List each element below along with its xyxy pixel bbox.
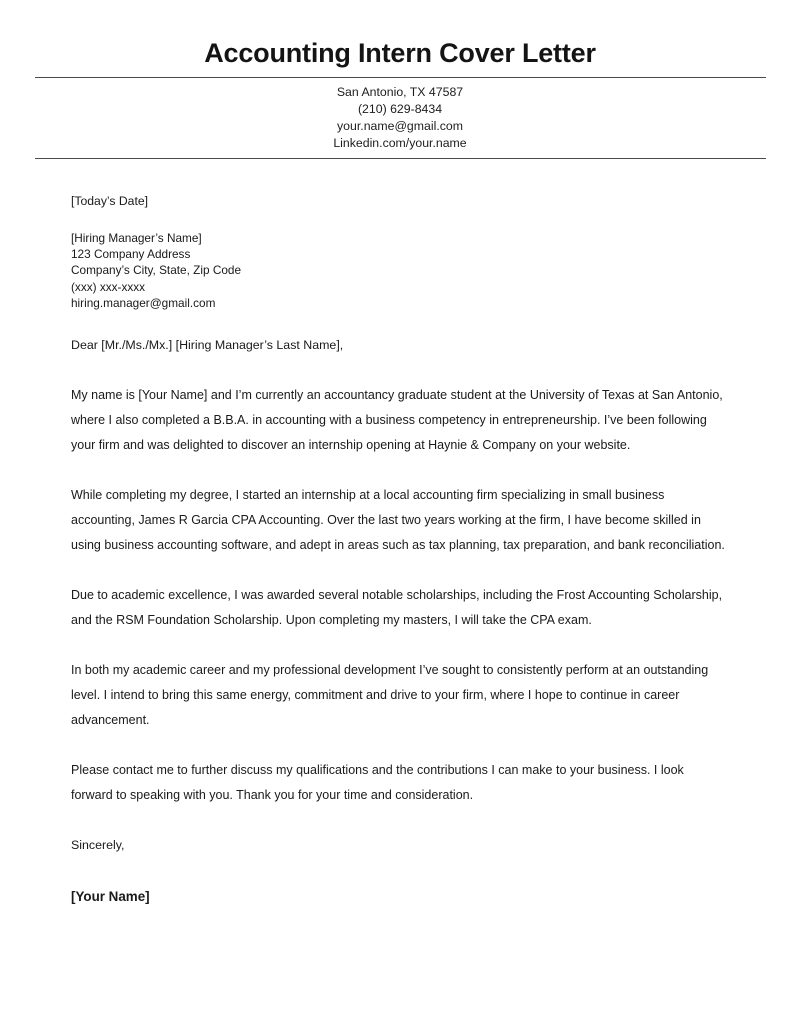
closing-salutation: Sincerely, — [71, 838, 125, 853]
contact-line-linkedin: Linkedin.com/your.name — [333, 136, 467, 150]
recipient-address-block — [71, 230, 726, 311]
recipient-city-state-zip: Company’s City, State, Zip Code — [71, 263, 242, 278]
recipient-phone: (xxx) xxx-xxxx — [71, 279, 146, 294]
header-divider-bottom — [35, 158, 766, 159]
contact-line-phone: (210) 629-8434 — [357, 102, 443, 116]
salutation: Dear [Mr./Ms./Mx.] [Hiring Manager’s Last Name], — [71, 338, 344, 353]
body-paragraph-5: Please contact me to further discuss my qualifications and the contributions I can make to your business. I look forward to speaking with you. Thank you for your time and consideration. — [71, 763, 684, 803]
body-paragraph-4: In both my academic career and my professional development I’ve sought to consistently perform at an outstanding level. I intend to bring this same energy, commitment and drive to your firm, where I hope to continue in career advancement. — [71, 663, 709, 728]
page-title: Accounting Intern Cover Letter — [204, 38, 596, 68]
body-paragraph-2: While completing my degree, I started an internship at a local accounting firm specializing in small business accounting, James R Garcia CPA Accounting. Over the last two years working at the firm, I have become skilled in using business accounting software, and adept in areas such as tax planning, tax preparation, and bank reconciliation. — [71, 488, 725, 553]
recipient-street: 123 Company Address — [71, 247, 191, 262]
body-paragraph-1: My name is [Your Name] and I’m currently an accountancy graduate student at the University of Texas at San Antonio, where I also completed a B.B.A. in accounting with a business competency in entrepreneurship. I’ve been following your firm and was delighted to discover an internship opening at Haynie & Company on your website. — [71, 388, 723, 453]
date-placeholder: [Today’s Date] — [71, 194, 149, 208]
contact-line-email: your.name@gmail.com — [337, 119, 463, 133]
recipient-email: hiring.manager@gmail.com — [71, 295, 216, 310]
letter-body — [0, 193, 800, 909]
signature-name: [Your Name] — [71, 889, 150, 905]
body-paragraph-3: Due to academic excellence, I was awarded several notable scholarships, including the Frost Accounting Scholarship, and the RSM Foundation Scholarship. Upon completing my masters, I will take the CPA exam. — [71, 588, 723, 628]
letter-header — [0, 0, 800, 159]
contact-line-address: San Antonio, TX 47587 — [336, 85, 464, 99]
recipient-name: [Hiring Manager’s Name] — [71, 231, 202, 245]
contact-block — [0, 78, 800, 154]
